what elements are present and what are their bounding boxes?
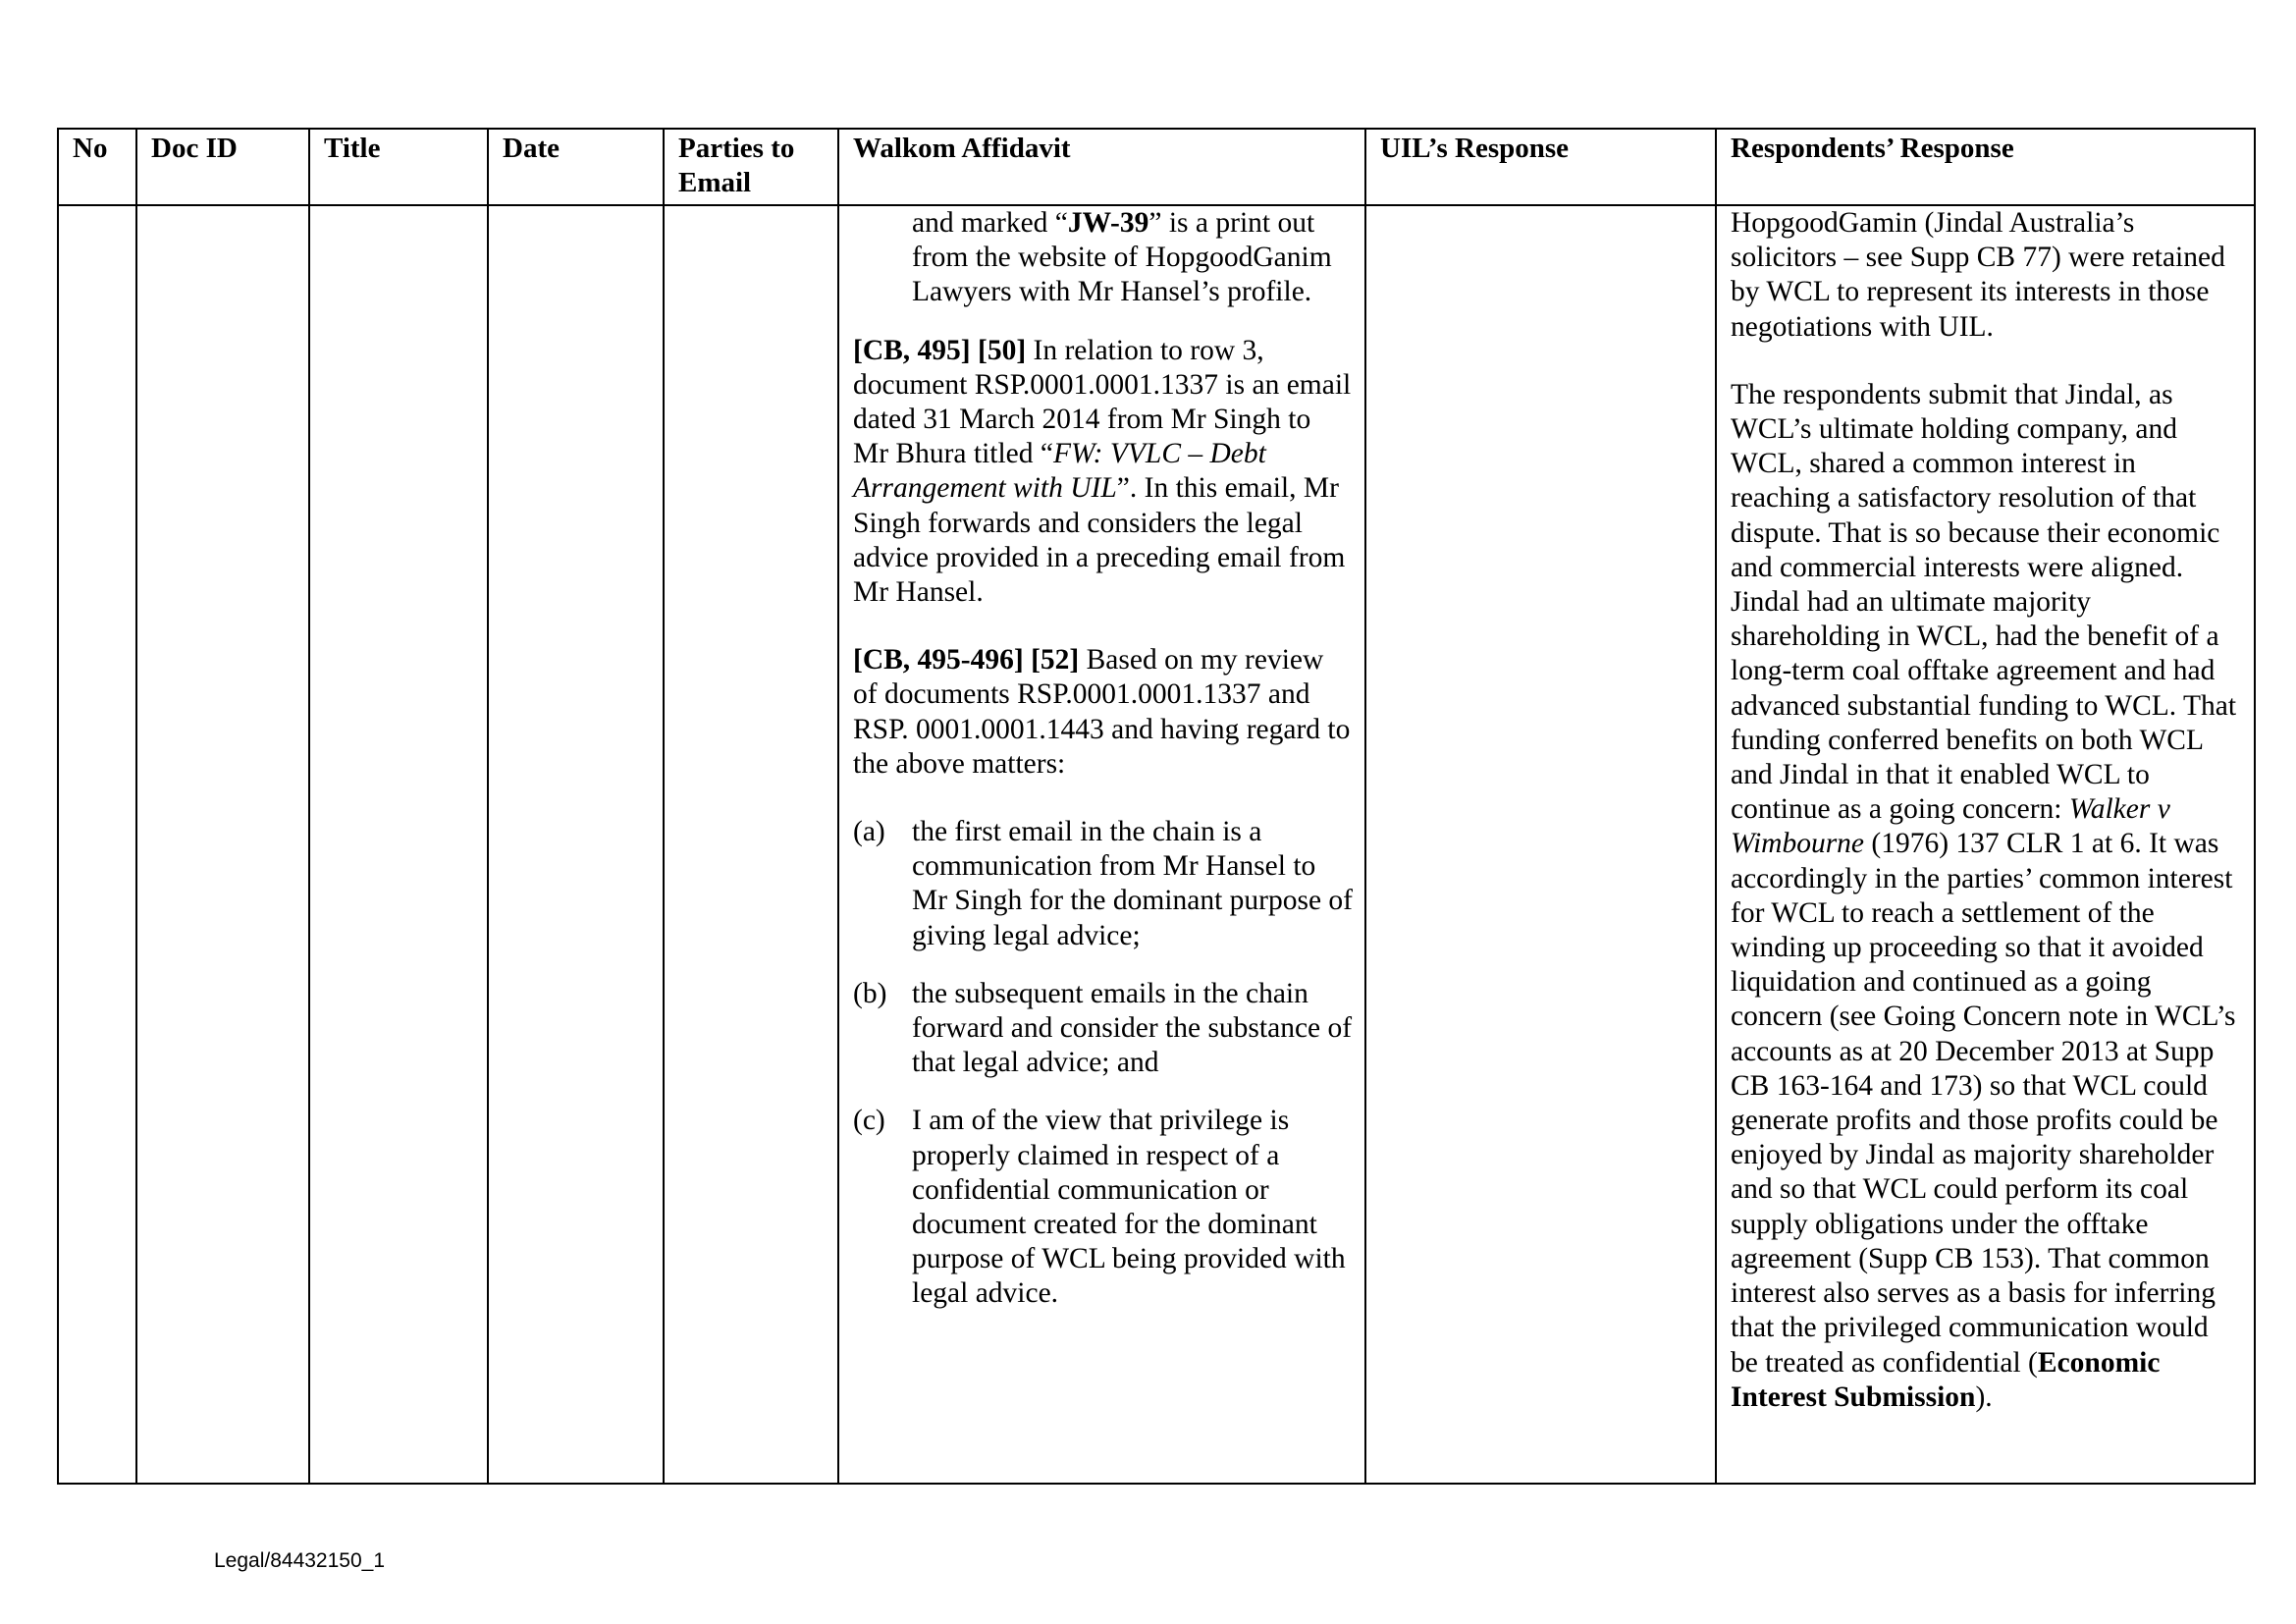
table-row <box>58 205 2255 1484</box>
header-parties: Parties to Email <box>664 129 838 205</box>
cell-parties <box>664 205 838 1484</box>
affidavit-paragraph-50 <box>853 334 1353 611</box>
text-run: ). <box>1975 1380 1993 1413</box>
header-no: No <box>58 129 136 205</box>
text-run: (1976) 137 CLR 1 at 6. It was accordingly in the parties’ common interest for WCL to reach a settlement of the winding up proceeding so that it avoided liquidation and continued as a going concern (see Going Concern note in WCL’s accounts as at 20 December 2013 at Supp CB 163-164 and 173) so that WCL could generate profits and those profits could be enjoyed by Jindal as majority shareholder and so that WCL could perform its coal supply obligations under the offtake agreement (Supp CB 153). That common interest also serves as a basis for inferring that the privileged communication would be treated as confidential ( <box>1731 828 2236 1379</box>
exhibit-ref: JW-39 <box>1067 207 1149 239</box>
text-run: The respondents submit that Jindal, as WCL’s ultimate holding company, and WCL, shared a common interest in reaching a satisfactory resolution of that dispute. That is so because their economic and commercial interests were aligned. Jindal had an ultimate majority shareholding in WCL, had the benefit of a long-term coal offtake agreement and had advanced substantial funding to WCL. That funding conferred benefits on both WCL and Jindal in that it enabled WCL to continue as a going concern: <box>1731 378 2237 826</box>
paragraph-ref: [CB, 495] [50] <box>853 334 1027 366</box>
cell-no <box>58 205 136 1484</box>
header-title: Title <box>309 129 488 205</box>
affidavit-list <box>853 815 1353 1312</box>
cell-respondents-response <box>1716 205 2255 1484</box>
email-title: FW: VVLC – Debt Arrangement with UIL <box>853 438 1266 505</box>
list-text: the subsequent emails in the chain forward and consider the substance of that legal advice; and <box>912 977 1353 1079</box>
header-doc-id: Doc ID <box>136 129 309 205</box>
document-reference: Legal/84432150_1 <box>214 1549 386 1572</box>
list-item <box>853 1104 1353 1311</box>
paragraph-ref: [CB, 495-496] [52] <box>853 644 1080 677</box>
text-run: In relation to row 3, document RSP.0001.0001.1337 is an email dated 31 March 2014 from Mr Singh to Mr Bhura titled “ <box>853 334 1352 470</box>
cell-date <box>488 205 664 1484</box>
list-label: (b) <box>853 977 887 1009</box>
text-run: Based on my review of documents RSP.0001.0001.1337 and RSP. 0001.0001.1443 and having regard to the above matters: <box>853 644 1351 780</box>
cell-doc-id <box>136 205 309 1484</box>
list-label: (c) <box>853 1105 885 1137</box>
case-citation: Walker v Wimbourne <box>1731 793 2170 860</box>
respondents-paragraph-1: HopgoodGamin (Jindal Australia’s solicitors – see Supp CB 77) were retained by WCL to represent its interests in those negotiations with UIL. <box>1731 207 2225 343</box>
privilege-table <box>57 128 2256 1485</box>
list-item <box>853 815 1353 953</box>
header-uil-response: UIL’s Response <box>1365 129 1716 205</box>
text-run: ”. In this email, Mr Singh forwards and considers the legal advice provided in a preceding email from Mr Hansel. <box>853 472 1346 609</box>
header-row <box>58 129 2255 205</box>
list-item <box>853 977 1353 1081</box>
list-text: the first email in the chain is a communication from Mr Hansel to Mr Singh for the dominant purpose of giving legal advice; <box>912 816 1353 951</box>
list-text: I am of the view that privilege is properly claimed in respect of a confidential communication or document created for the dominant purpose of WCL being provided with legal advice. <box>912 1105 1346 1310</box>
header-walkom-affidavit: Walkom Affidavit <box>838 129 1365 205</box>
cell-title <box>309 205 488 1484</box>
text-run: ” is a print out from the website of HopgoodGanim Lawyers with Mr Hansel’s profile. <box>912 207 1332 308</box>
affidavit-continuation <box>853 206 1353 310</box>
cell-walkom-affidavit <box>838 205 1365 1484</box>
respondents-paragraph-2 <box>1731 378 2242 1415</box>
text-run: and marked “ <box>912 207 1068 239</box>
header-date: Date <box>488 129 664 205</box>
affidavit-paragraph-52 <box>853 643 1353 782</box>
list-label: (a) <box>853 816 885 848</box>
submission-name: Economic Interest Submission <box>1731 1346 2161 1413</box>
header-respondents-response: Respondents’ Response <box>1716 129 2255 205</box>
cell-uil-response <box>1365 205 1716 1484</box>
